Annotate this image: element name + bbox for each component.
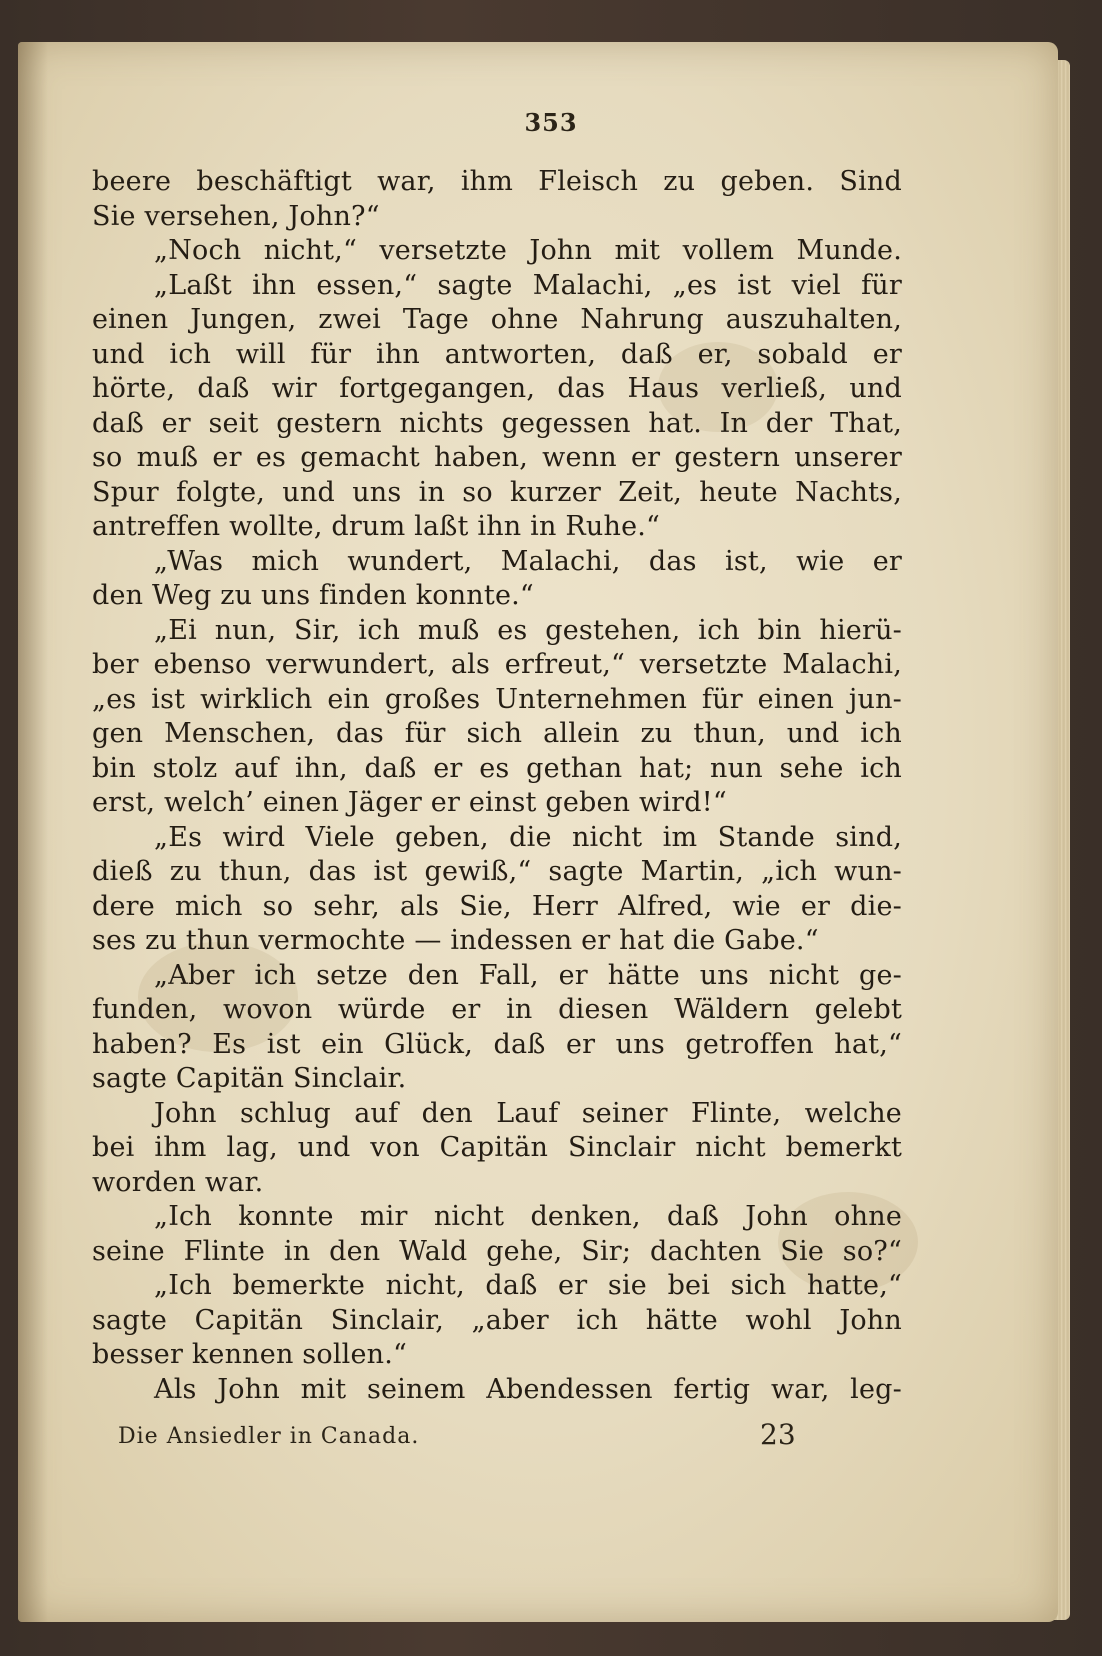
text-line: hörte, daß wir fortgegangen, das Haus verließ, und [92, 373, 902, 404]
text-line: erst, welch’ einen Jäger er einst geben wird!“ [92, 787, 727, 818]
text-line: „Ich bemerkte nicht, daß er sie bei sich hatte,“ [154, 1270, 902, 1301]
text-line: Spur folgte, und uns in so kurzer Zeit, heute Nachts, [92, 476, 902, 508]
text-line: bei ihm lag, und von Capitän Sinclair nicht bemerkt [92, 1132, 902, 1163]
text-line: antreffen wollte, drum laßt ihn in Ruhe.“ [92, 511, 661, 542]
text-line: „Aber ich setze den Fall, er hätte uns nicht ge- [154, 959, 902, 991]
text-line: funden, wovon würde er in diesen Wäldern gelebt [92, 994, 902, 1025]
text-line: den Weg zu uns finden konnte.“ [92, 580, 534, 611]
text-line: dere mich so sehr, als Sie, Herr Alfred, wie er die- [92, 890, 902, 922]
text-line: haben? Es ist ein Glück, daß er uns getroffen hat,“ [92, 1028, 902, 1060]
gutter-shadow [18, 42, 48, 1622]
text-line: bin stolz auf ihn, daß er es gethan hat; nun sehe ich [92, 752, 902, 784]
text-line: ber ebenso verwundert, als erfreut,“ versetzte Malachi, [92, 649, 902, 680]
text-line: beere beschäftigt war, ihm Fleisch zu geben. Sind [92, 166, 902, 197]
text-line: sagte Capitän Sinclair, „aber ich hätte wohl John [92, 1304, 902, 1336]
text-line: „Es wird Viele geben, die nicht im Stande sind, [154, 821, 902, 853]
text-line: gen Menschen, das für sich allein zu thun, und ich [92, 718, 902, 749]
text-line: dieß zu thun, das ist gewiß,“ sagte Martin, „ich wun- [92, 856, 902, 887]
text-line: „Laßt ihn essen,“ sagte Malachi, „es ist viel für [154, 269, 902, 301]
text-line: sagte Capitän Sinclair. [92, 1063, 407, 1094]
text-line: Als John mit seinem Abendessen fertig war, leg- [154, 1373, 902, 1405]
text-line: „Ei nun, Sir, ich muß es gestehen, ich bin hierü- [154, 614, 902, 646]
text-line: seine Flinte in den Wald gehe, Sir; dachten Sie so?“ [92, 1235, 902, 1267]
text-line: daß er seit gestern nichts gegessen hat. In der That, [92, 407, 902, 439]
body-text [92, 165, 902, 1407]
text-line: und ich will für ihn antworten, daß er, sobald er [92, 338, 902, 370]
footer-signature-mark: 23 [760, 1418, 796, 1451]
text-line: ses zu thun vermochte — indessen er hat die Gabe.“ [92, 925, 819, 956]
text-line: worden war. [92, 1166, 264, 1198]
text-line: besser kennen sollen.“ [92, 1339, 408, 1370]
text-line: so muß er es gemacht haben, wenn er gestern unserer [92, 442, 902, 473]
footer-book-title: Die Ansiedler in Canada. [118, 1424, 420, 1449]
text-line: „Noch nicht,“ versetzte John mit vollem Munde. [154, 235, 902, 266]
text-line: Sie versehen, John?“ [92, 200, 380, 232]
text-line: „Was mich wundert, Malachi, das ist, wie er [154, 545, 902, 577]
text-line: einen Jungen, zwei Tage ohne Nahrung auszuhalten, [92, 304, 902, 335]
text-line: John schlug auf den Lauf seiner Flinte, welche [154, 1097, 902, 1129]
text-line: „es ist wirklich ein großes Unternehmen für einen jun- [92, 683, 902, 715]
text-line: „Ich konnte mir nicht denken, daß John ohne [154, 1201, 902, 1232]
page-number: 353 [524, 108, 578, 137]
